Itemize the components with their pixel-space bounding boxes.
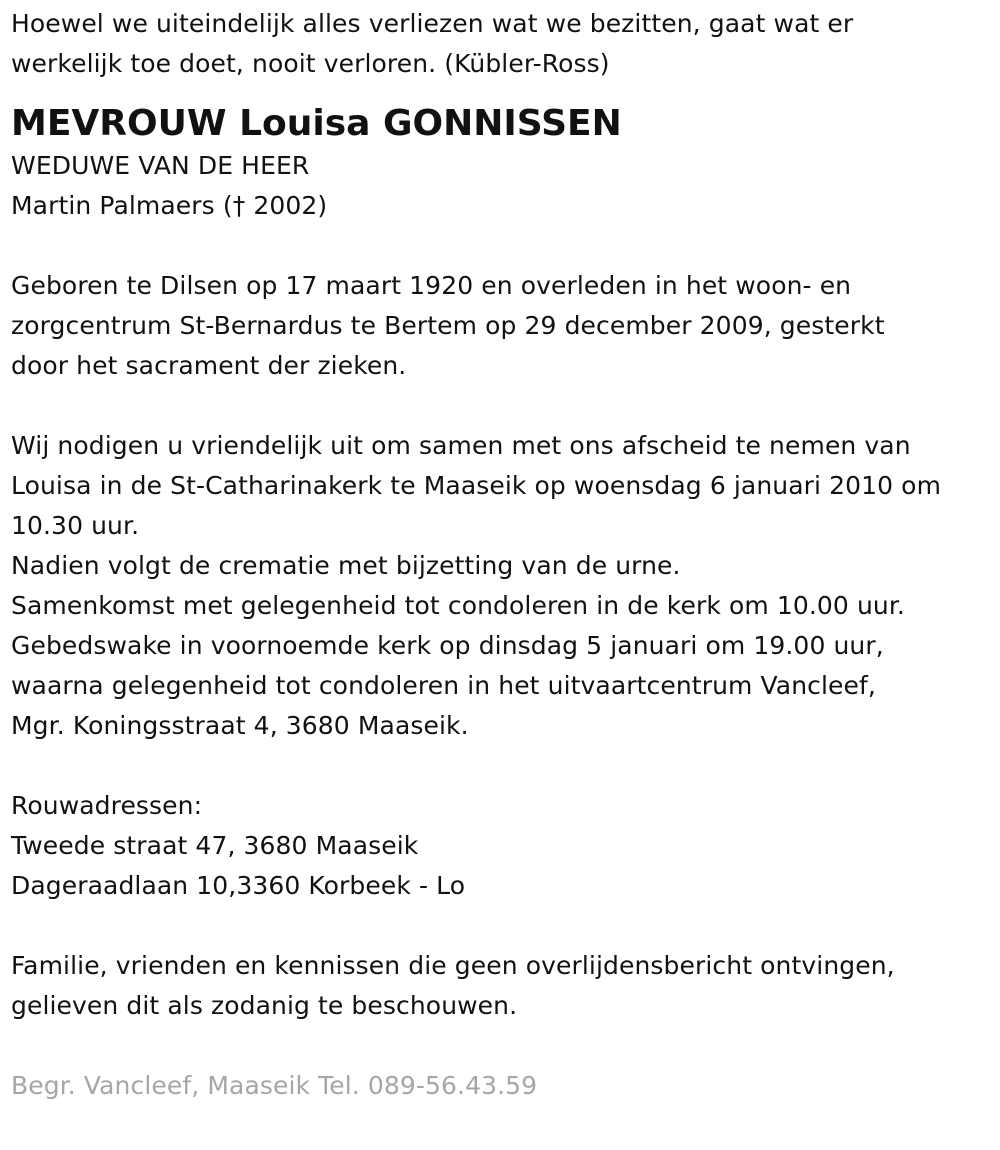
opening-quote [11,4,996,84]
ceremony-line-3: 10.30 uur. [11,511,140,540]
deceased-name: MEVROUW Louisa GONNISSEN [11,103,622,144]
widow-label: WEDUWE VAN DE HEER [11,151,310,180]
ceremony-line-8: Mgr. Koningsstraat 4, 3680 Maaseik. [11,711,469,740]
ceremony-line-6: Gebedswake in voornoemde kerk op dinsdag 5 januari om 19.00 uur, [11,631,884,660]
mourning-addresses [11,786,996,906]
cross-icon: † [232,191,246,220]
notice-line-1: Familie, vrienden en kennissen die geen overlijdensbericht ontvingen, [11,951,895,980]
notice-line-2: gelieven dit als zodanig te beschouwen. [11,991,518,1020]
addresses-label: Rouwadressen: [11,791,203,820]
address-2: Dageraadlaan 10,3360 Korbeek - Lo [11,871,466,900]
birth-death-line-3: door het sacrament der zieken. [11,351,407,380]
ceremony-line-2: Louisa in de St-Catharinakerk te Maaseik op woensdag 6 januari 2010 om [11,471,942,500]
ceremony-line-5: Samenkomst met gelegenheid tot condoleren in de kerk om 10.00 uur. [11,591,905,620]
birth-death-paragraph [11,266,996,386]
ceremony-line-4: Nadien volgt de crematie met bijzetting van de urne. [11,551,681,580]
spouse-line [11,186,996,226]
ceremony-paragraph [11,426,996,746]
quote-line-1: Hoewel we uiteindelijk alles verliezen wat we bezitten, gaat wat er [11,9,854,38]
funeral-home-footer: Begr. Vancleef, Maaseik Tel. 089-56.43.59 [11,1071,538,1100]
death-notice [11,4,996,1106]
spouse-name: Martin Palmaers ( [11,191,233,220]
quote-line-2: werkelijk toe doet, nooit verloren. (Kübler-Ross) [11,49,610,78]
ceremony-line-1: Wij nodigen u vriendelijk uit om samen met ons afscheid te nemen van [11,431,911,460]
birth-death-line-1: Geboren te Dilsen op 17 maart 1920 en overleden in het woon- en [11,271,852,300]
spouse-death-year: 2002) [245,191,328,220]
notice-paragraph [11,946,996,1026]
address-1: Tweede straat 47, 3680 Maaseik [11,831,419,860]
ceremony-line-7: waarna gelegenheid tot condoleren in het uitvaartcentrum Vancleef, [11,671,876,700]
birth-death-line-2: zorgcentrum St-Bernardus te Bertem op 29 december 2009, gesterkt [11,311,885,340]
